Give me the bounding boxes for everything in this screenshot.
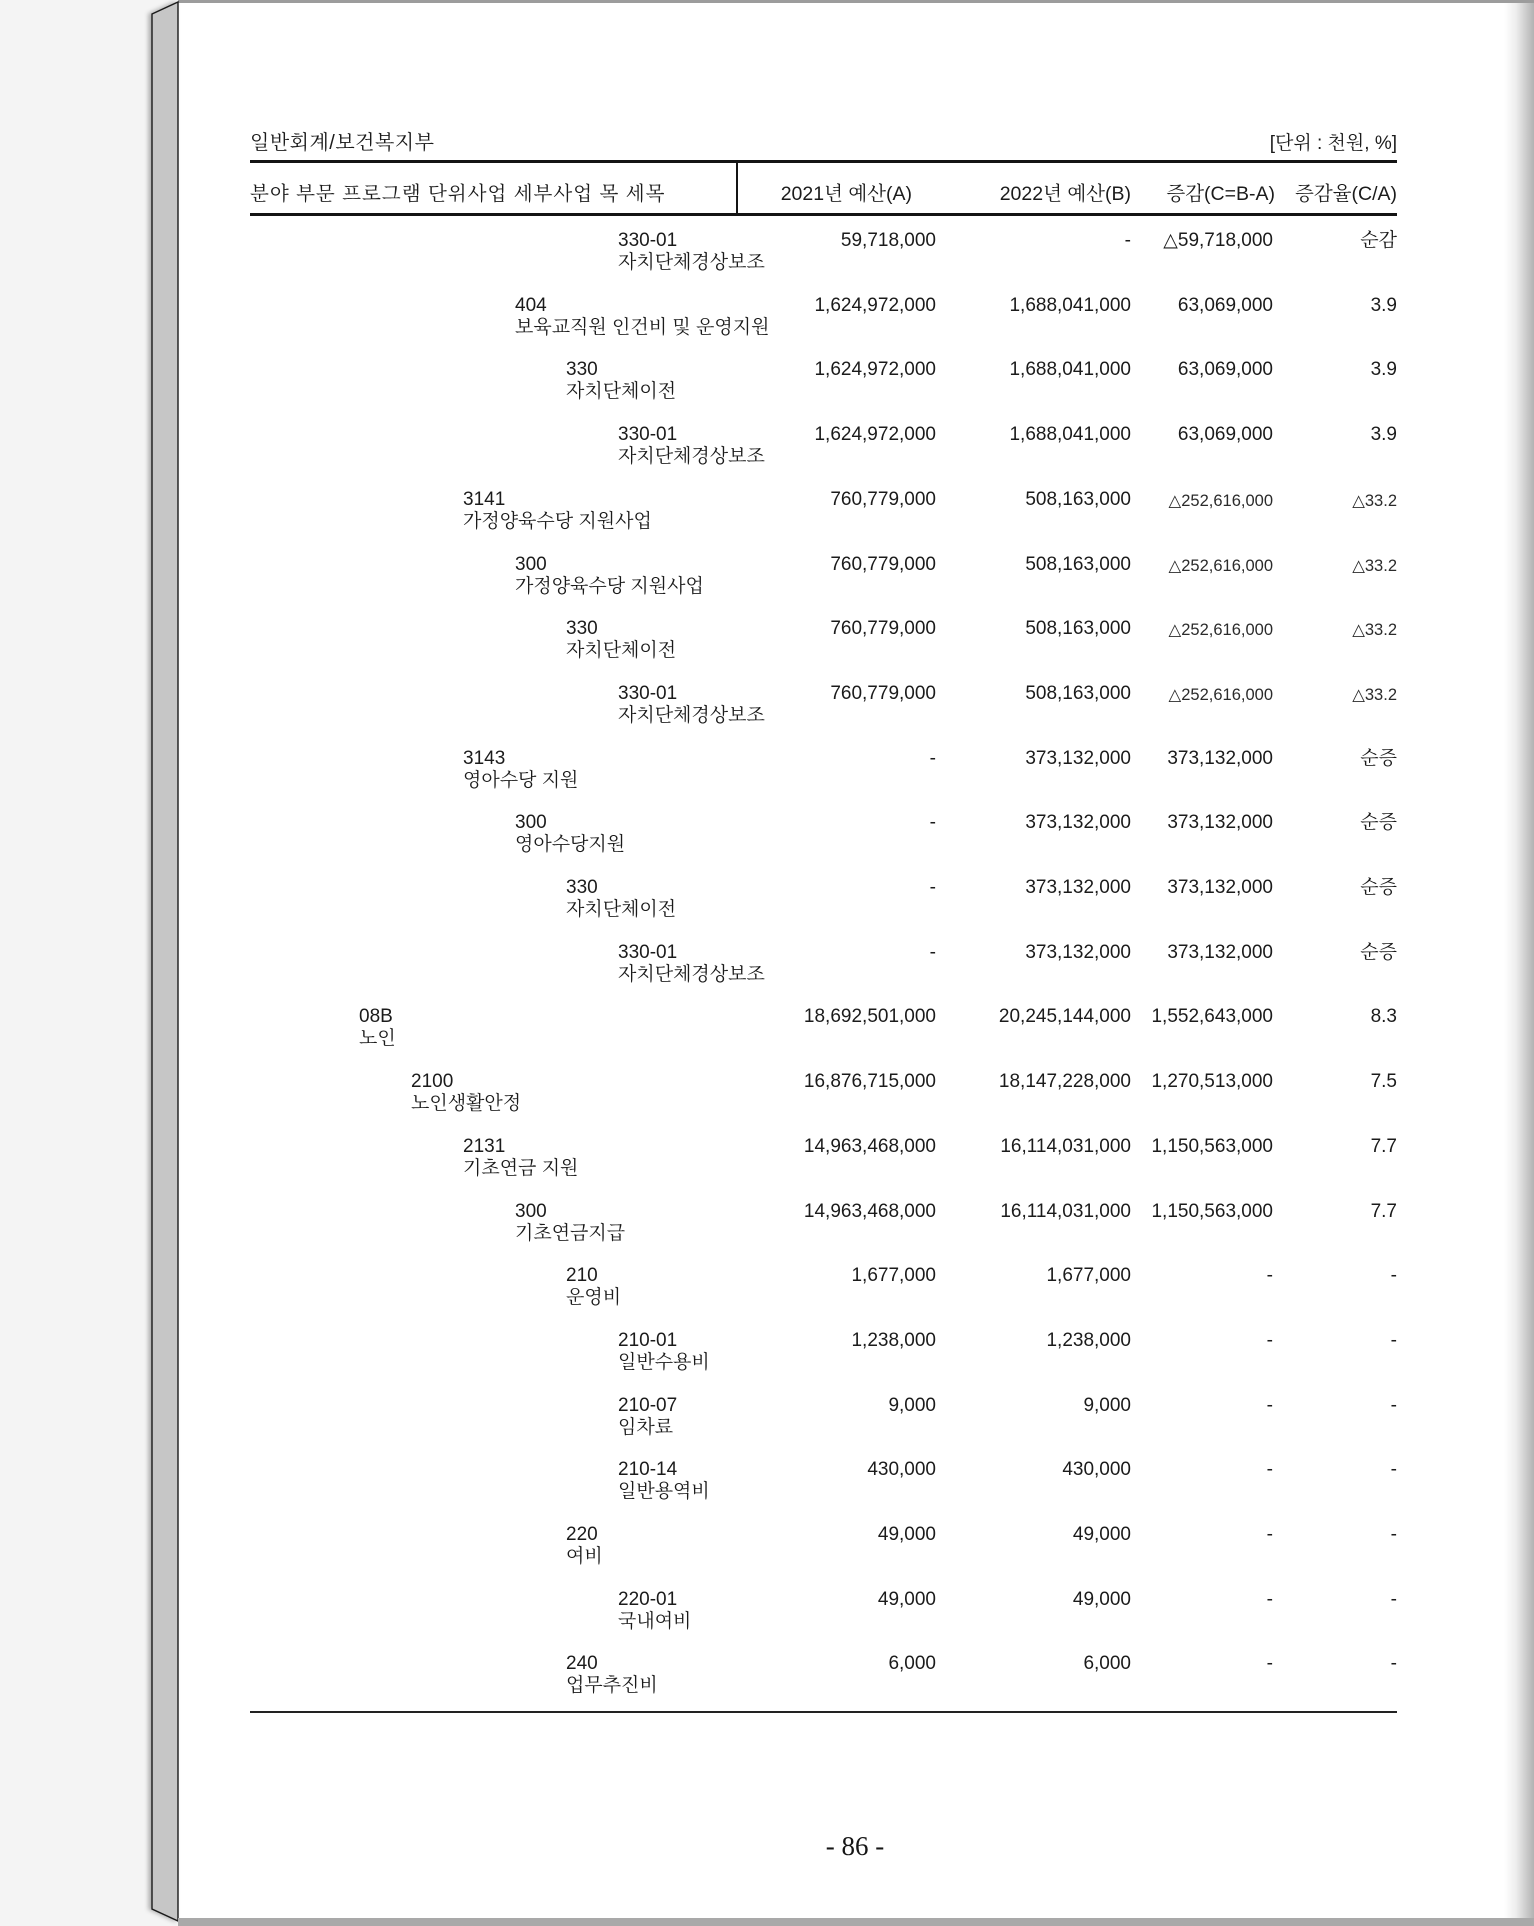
table-row [0, 230, 1534, 292]
budget-2021-value: - [929, 747, 936, 769]
item-code: 2100 [411, 1071, 454, 1093]
item-code: 404 [515, 294, 547, 316]
column-header-change: 증감(C=B-A) [1166, 183, 1275, 205]
table-row [0, 1330, 1534, 1392]
budget-2022-value: 16,114,031,000 [1000, 1200, 1131, 1222]
table-row [0, 1071, 1534, 1133]
change-value: △252,616,000 [1168, 556, 1273, 575]
table-row [0, 1265, 1534, 1327]
item-code: 08B [359, 1006, 393, 1028]
budget-2022-value: 20,245,144,000 [998, 1006, 1131, 1028]
item-name: 운영비 [566, 1287, 622, 1309]
budget-2021-value: 59,718,000 [840, 230, 936, 251]
budget-2022-value: 18,147,228,000 [998, 1071, 1131, 1093]
change-value: △252,616,000 [1168, 491, 1273, 510]
change-rate-value: - [1390, 1265, 1397, 1287]
table-row [0, 1395, 1534, 1457]
header-bottom-rule [250, 213, 1397, 216]
table-row [0, 877, 1534, 939]
budget-2022-value: 16,114,031,000 [1000, 1135, 1131, 1157]
budget-2021-value: 16,876,715,000 [803, 1071, 936, 1093]
change-value: 63,069,000 [1177, 359, 1273, 381]
budget-2022-value: 1,677,000 [1046, 1265, 1131, 1287]
table-row [0, 489, 1534, 551]
table-row [0, 1201, 1534, 1263]
item-code: 210-14 [618, 1459, 678, 1481]
column-header-change-rate: 증감율(C/A) [1294, 183, 1397, 205]
budget-2021-value: 760,779,000 [830, 488, 936, 510]
budget-2021-value: 1,238,000 [851, 1329, 936, 1351]
budget-2022-value: 508,163,000 [1025, 553, 1131, 575]
change-rate-value: △33.2 [1352, 685, 1397, 704]
change-rate-value: 7.7 [1370, 1200, 1397, 1222]
change-rate-value: 3.9 [1370, 294, 1397, 316]
item-name: 국내여비 [618, 1610, 692, 1632]
change-rate-value: - [1390, 1329, 1397, 1351]
change-value: 1,150,563,000 [1151, 1200, 1273, 1222]
change-value: - [1266, 1459, 1273, 1481]
item-label [515, 295, 769, 339]
change-rate-value: - [1390, 1459, 1397, 1481]
change-value: - [1266, 1588, 1273, 1610]
budget-2022-value: 373,132,000 [1025, 747, 1131, 769]
item-label [515, 1201, 625, 1245]
item-code: 330-01 [618, 941, 678, 963]
change-rate-value: 순증 [1360, 941, 1397, 963]
item-label [618, 424, 765, 468]
item-label [618, 1330, 710, 1374]
budget-2022-value: 373,132,000 [1025, 941, 1131, 963]
budget-2022-value: 1,688,041,000 [1009, 424, 1131, 446]
budget-2021-value: - [929, 812, 936, 834]
table-row [0, 554, 1534, 616]
item-code: 330-01 [618, 682, 678, 704]
item-code: 330-01 [618, 424, 678, 446]
item-label [618, 683, 765, 727]
item-code: 3141 [463, 488, 506, 510]
budget-2022-value: 9,000 [1083, 1394, 1131, 1416]
budget-2022-value: 508,163,000 [1025, 618, 1131, 640]
change-value: 373,132,000 [1167, 877, 1273, 898]
item-name: 기초연금 지원 [463, 1157, 579, 1179]
item-label [618, 1395, 677, 1439]
change-rate-value: - [1390, 1653, 1397, 1675]
budget-2021-value: 760,779,000 [830, 618, 936, 640]
budget-2022-value: 373,132,000 [1025, 812, 1131, 834]
table-row [0, 359, 1534, 421]
budget-2021-value: 1,624,972,000 [814, 424, 936, 446]
item-name: 가정양육수당 지원사업 [515, 575, 704, 597]
change-rate-value: 순감 [1360, 230, 1397, 251]
budget-2021-value: 49,000 [877, 1524, 936, 1545]
budget-2021-value: - [929, 941, 936, 963]
item-label [463, 1136, 578, 1180]
change-rate-value: 순증 [1360, 812, 1397, 834]
change-value: △59,718,000 [1163, 230, 1273, 251]
budget-2021-value: - [929, 877, 936, 898]
item-label [566, 1653, 658, 1697]
change-rate-value: - [1390, 1588, 1397, 1610]
change-value: - [1266, 1653, 1273, 1675]
change-value: 63,069,000 [1177, 424, 1273, 446]
table-bottom-rule [250, 1711, 1397, 1713]
item-name: 노인생활안정 [411, 1093, 522, 1115]
table-row [0, 942, 1534, 1004]
item-label [411, 1071, 521, 1115]
budget-2021-value: 14,963,468,000 [803, 1200, 936, 1222]
budget-2021-value: 6,000 [888, 1653, 936, 1675]
budget-2021-value: 1,624,972,000 [814, 294, 936, 316]
budget-2021-value: 9,000 [888, 1394, 936, 1416]
item-name: 자치단체이전 [566, 640, 677, 662]
item-label [566, 359, 676, 403]
table-row [0, 1459, 1534, 1521]
change-rate-value: 7.7 [1370, 1135, 1397, 1157]
budget-2022-value: 508,163,000 [1025, 488, 1131, 510]
table-row [0, 295, 1534, 357]
page-bottom-edge [178, 1918, 1534, 1926]
change-value: 373,132,000 [1167, 941, 1273, 963]
column-header-budget-2022: 2022년 예산(B) [999, 183, 1131, 205]
column-header-budget-2021: 2021년 예산(A) [780, 183, 912, 205]
change-rate-value: 3.9 [1370, 424, 1397, 446]
budget-2022-value: 373,132,000 [1025, 877, 1131, 898]
item-code: 210-01 [618, 1329, 678, 1351]
column-header-item: 분야 부문 프로그램 단위사업 세부사업 목 세목 [250, 183, 666, 205]
change-value: - [1266, 1524, 1273, 1545]
change-value: 373,132,000 [1167, 812, 1273, 834]
budget-2022-value: 1,688,041,000 [1009, 294, 1131, 316]
change-value: 1,552,643,000 [1151, 1006, 1273, 1028]
change-value: 63,069,000 [1177, 294, 1273, 316]
item-name: 가정양육수당 지원사업 [463, 510, 652, 532]
item-code: 210 [566, 1265, 598, 1287]
item-label [463, 489, 652, 533]
item-code: 300 [515, 1200, 547, 1222]
item-name: 여비 [566, 1546, 603, 1567]
change-value: - [1266, 1329, 1273, 1351]
budget-2022-value: 430,000 [1062, 1459, 1131, 1481]
budget-2021-value: 18,692,501,000 [803, 1006, 936, 1028]
item-code: 300 [515, 553, 547, 575]
table-row [0, 424, 1534, 486]
table-row [0, 1006, 1534, 1068]
table-row [0, 683, 1534, 745]
change-value: - [1266, 1265, 1273, 1287]
budget-2021-value: 430,000 [867, 1459, 936, 1481]
item-label [618, 942, 765, 986]
item-code: 240 [566, 1653, 598, 1675]
item-name: 자치단체경상보조 [618, 446, 765, 468]
item-name: 자치단체경상보조 [618, 252, 765, 273]
budget-2022-value: 1,688,041,000 [1009, 359, 1131, 381]
account-type-label: 일반회계/보건복지부 [250, 132, 435, 154]
budget-2022-value: 6,000 [1083, 1653, 1131, 1675]
item-name: 노인 [359, 1028, 396, 1050]
change-rate-value: 순증 [1360, 877, 1397, 898]
item-code: 330-01 [618, 230, 678, 251]
item-label [618, 1459, 710, 1503]
change-value: 373,132,000 [1167, 747, 1273, 769]
item-label [566, 618, 676, 662]
budget-2021-value: 760,779,000 [830, 553, 936, 575]
item-label [566, 1524, 603, 1568]
item-label [359, 1006, 396, 1050]
change-value: 1,150,563,000 [1151, 1135, 1273, 1157]
change-value: 1,270,513,000 [1151, 1071, 1273, 1093]
item-name: 영아수당지원 [515, 834, 626, 856]
item-label [566, 1265, 621, 1309]
table-top-rule [250, 160, 1397, 163]
item-code: 300 [515, 812, 547, 834]
page-number: - 86 - [825, 1831, 885, 1861]
budget-2021-value: 1,624,972,000 [814, 359, 936, 381]
header-column-divider [736, 160, 738, 216]
item-code: 330 [566, 618, 598, 640]
item-code: 220-01 [618, 1588, 678, 1610]
item-label [618, 230, 765, 274]
change-rate-value: 3.9 [1370, 359, 1397, 381]
change-rate-value: △33.2 [1352, 491, 1397, 510]
item-label [618, 1589, 691, 1633]
item-code: 220 [566, 1524, 598, 1545]
item-label [515, 812, 625, 856]
change-rate-value: △33.2 [1352, 556, 1397, 575]
item-code: 2131 [463, 1135, 506, 1157]
change-rate-value: 순증 [1360, 747, 1397, 769]
table-row [0, 748, 1534, 810]
budget-2021-value: 14,963,468,000 [803, 1135, 936, 1157]
unit-label: [단위 : 천원, %] [1269, 133, 1397, 154]
item-name: 업무추진비 [566, 1675, 658, 1697]
item-code: 3143 [463, 747, 506, 769]
table-row [0, 618, 1534, 680]
item-name: 자치단체경상보조 [618, 704, 765, 726]
item-name: 자치단체이전 [566, 899, 677, 920]
item-name: 기초연금지급 [515, 1222, 626, 1244]
item-label [463, 748, 578, 792]
table-row [0, 812, 1534, 874]
budget-2022-value: 508,163,000 [1025, 682, 1131, 704]
item-name: 임차료 [618, 1416, 674, 1438]
change-rate-value: - [1390, 1394, 1397, 1416]
change-value: △252,616,000 [1168, 685, 1273, 704]
item-label [515, 554, 704, 598]
item-name: 영아수당 지원 [463, 769, 579, 791]
table-row [0, 1653, 1534, 1715]
item-code: 330 [566, 359, 598, 381]
budget-2021-value: 49,000 [877, 1588, 936, 1610]
budget-2022-value: 49,000 [1072, 1524, 1131, 1545]
change-rate-value: 8.3 [1370, 1006, 1397, 1028]
item-code: 210-07 [618, 1394, 678, 1416]
table-row [0, 1589, 1534, 1651]
item-label [566, 877, 676, 921]
item-name: 일반용역비 [618, 1481, 710, 1503]
item-code: 330 [566, 877, 598, 898]
budget-2022-value: 49,000 [1072, 1588, 1131, 1610]
budget-2021-value: 1,677,000 [851, 1265, 936, 1287]
table-row [0, 1136, 1534, 1198]
budget-2022-value: 1,238,000 [1046, 1329, 1131, 1351]
change-rate-value: - [1390, 1524, 1397, 1545]
budget-2021-value: 760,779,000 [830, 682, 936, 704]
item-name: 일반수용비 [618, 1351, 710, 1373]
table-row [0, 1524, 1534, 1586]
budget-2022-value: - [1124, 230, 1131, 251]
change-rate-value: 7.5 [1370, 1071, 1397, 1093]
change-rate-value: △33.2 [1352, 621, 1397, 640]
change-value: △252,616,000 [1168, 621, 1273, 640]
item-name: 자치단체이전 [566, 381, 677, 403]
item-name: 보육교직원 인건비 및 운영지원 [515, 316, 770, 338]
item-name: 자치단체경상보조 [618, 963, 765, 985]
change-value: - [1266, 1394, 1273, 1416]
